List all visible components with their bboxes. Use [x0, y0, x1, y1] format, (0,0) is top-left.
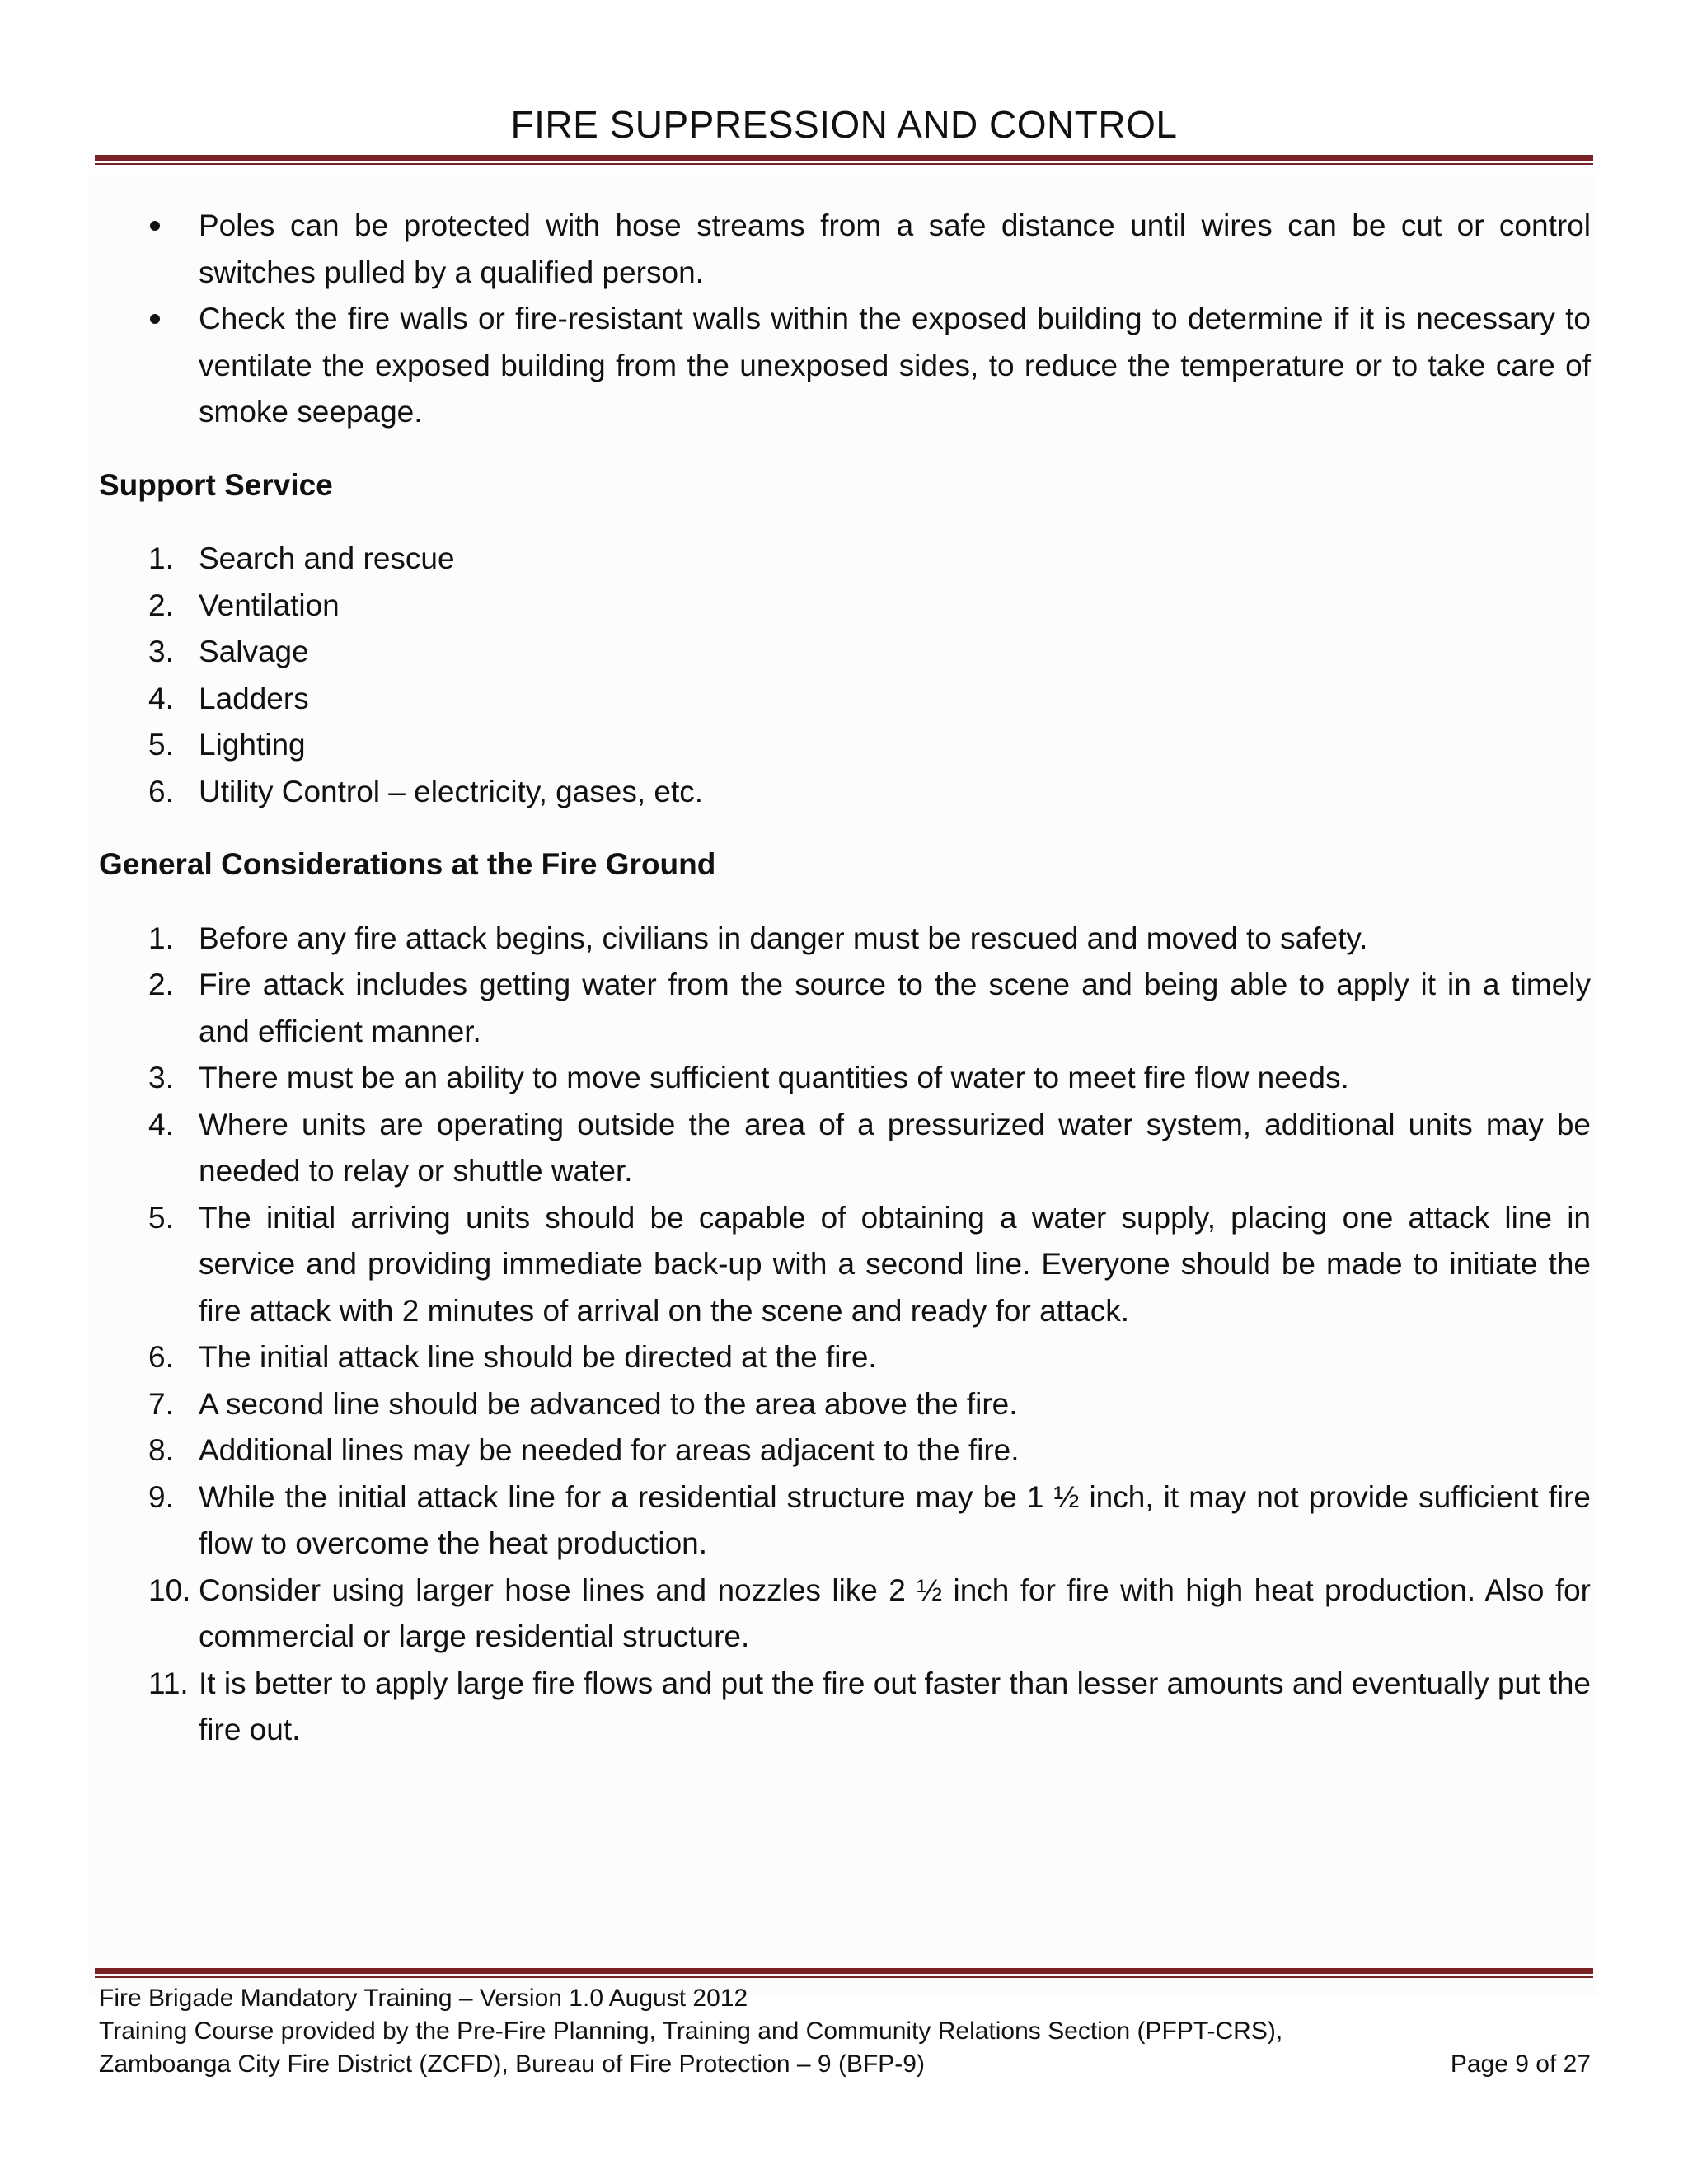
list-item: 9. While the initial attack line for a residential structure may be 1 ½ inch, it may not provide sufficient fire flow to overcome the heat production. [148, 1479, 1591, 1560]
support-service-list [99, 536, 1591, 815]
list-item: 10. Consider using larger hose lines and nozzles like 2 ½ inch for fire with high heat production. Also for commercial or large residential structure. [148, 1572, 1591, 1653]
list-item: 1. Search and rescue [148, 541, 455, 575]
list-item: 1. Before any fire attack begins, civilians in danger must be rescued and moved to safety. [148, 921, 1368, 955]
footer-rule [95, 1968, 1593, 1978]
document-body [99, 203, 1591, 1754]
list-item: 8. Additional lines may be needed for areas adjacent to the fire. [148, 1433, 1020, 1467]
list-item: 4. Where units are operating outside the area of a pressurized water system, additional units may be needed to relay or shuttle water. [148, 1107, 1591, 1188]
list-item: 6. Utility Control – electricity, gases, etc. [148, 774, 704, 808]
list-item: 7. A second line should be advanced to the area above the fire. [148, 1386, 1018, 1421]
page-number: Page 9 of 27 [1450, 2050, 1591, 2078]
footer-line-1: Fire Brigade Mandatory Training – Version 1.0 August 2012 [99, 1985, 748, 2012]
list-item: 2. Fire attack includes getting water from the source to the scene and being able to apply it in a timely and efficient manner. [148, 968, 1591, 1048]
list-item: 2. Ventilation [148, 588, 340, 622]
general-considerations-list [99, 916, 1591, 1754]
list-item: 5. The initial arriving units should be capable of obtaining a water supply, placing one attack line in service and providing immediate back-up with a second line. Everyone should be made to initiate the fire attack with 2 minutes of arrival on the scene and ready for attack. [148, 1200, 1591, 1328]
header-rule [95, 155, 1593, 165]
list-item: 4. Ladders [148, 681, 309, 715]
list-item: 6. The initial attack line should be directed at the fire. [148, 1340, 877, 1374]
list-item: 5. Lighting [148, 728, 306, 762]
bullet-icon [150, 221, 160, 231]
list-item: 11. It is better to apply large fire flows and put the fire out faster than lesser amounts and eventually put the fire out. [148, 1666, 1591, 1746]
bullet-item: Poles can be protected with hose streams from a safe distance until wires can be cut or control switches pulled by a qualified person. [99, 203, 1591, 296]
footer-line-2: Training Course provided by the Pre-Fire Planning, Training and Community Relations Section (PFPT-CRS), [99, 2018, 1283, 2045]
page-footer [99, 1982, 1591, 2081]
section-heading-support-service: Support Service [99, 467, 333, 502]
section-heading-general-considerations: General Considerations at the Fire Ground [99, 847, 716, 881]
list-item: 3. There must be an ability to move sufficient quantities of water to meet fire flow needs. [148, 1061, 1349, 1094]
page-header-title: FIRE SUPPRESSION AND CONTROL [510, 103, 1178, 146]
list-item: 3. Salvage [148, 635, 309, 668]
bullet-icon [150, 314, 160, 324]
bullet-list [99, 203, 1591, 436]
footer-line-3: Zamboanga City Fire District (ZCFD), Bureau of Fire Protection – 9 (BFP-9) [99, 2050, 925, 2078]
bullet-item: Check the fire walls or fire-resistant walls within the exposed building to determine if it is necessary to ventilate the exposed building from the unexposed sides, to reduce the temperature or to take care of smoke seepage. [99, 296, 1591, 436]
